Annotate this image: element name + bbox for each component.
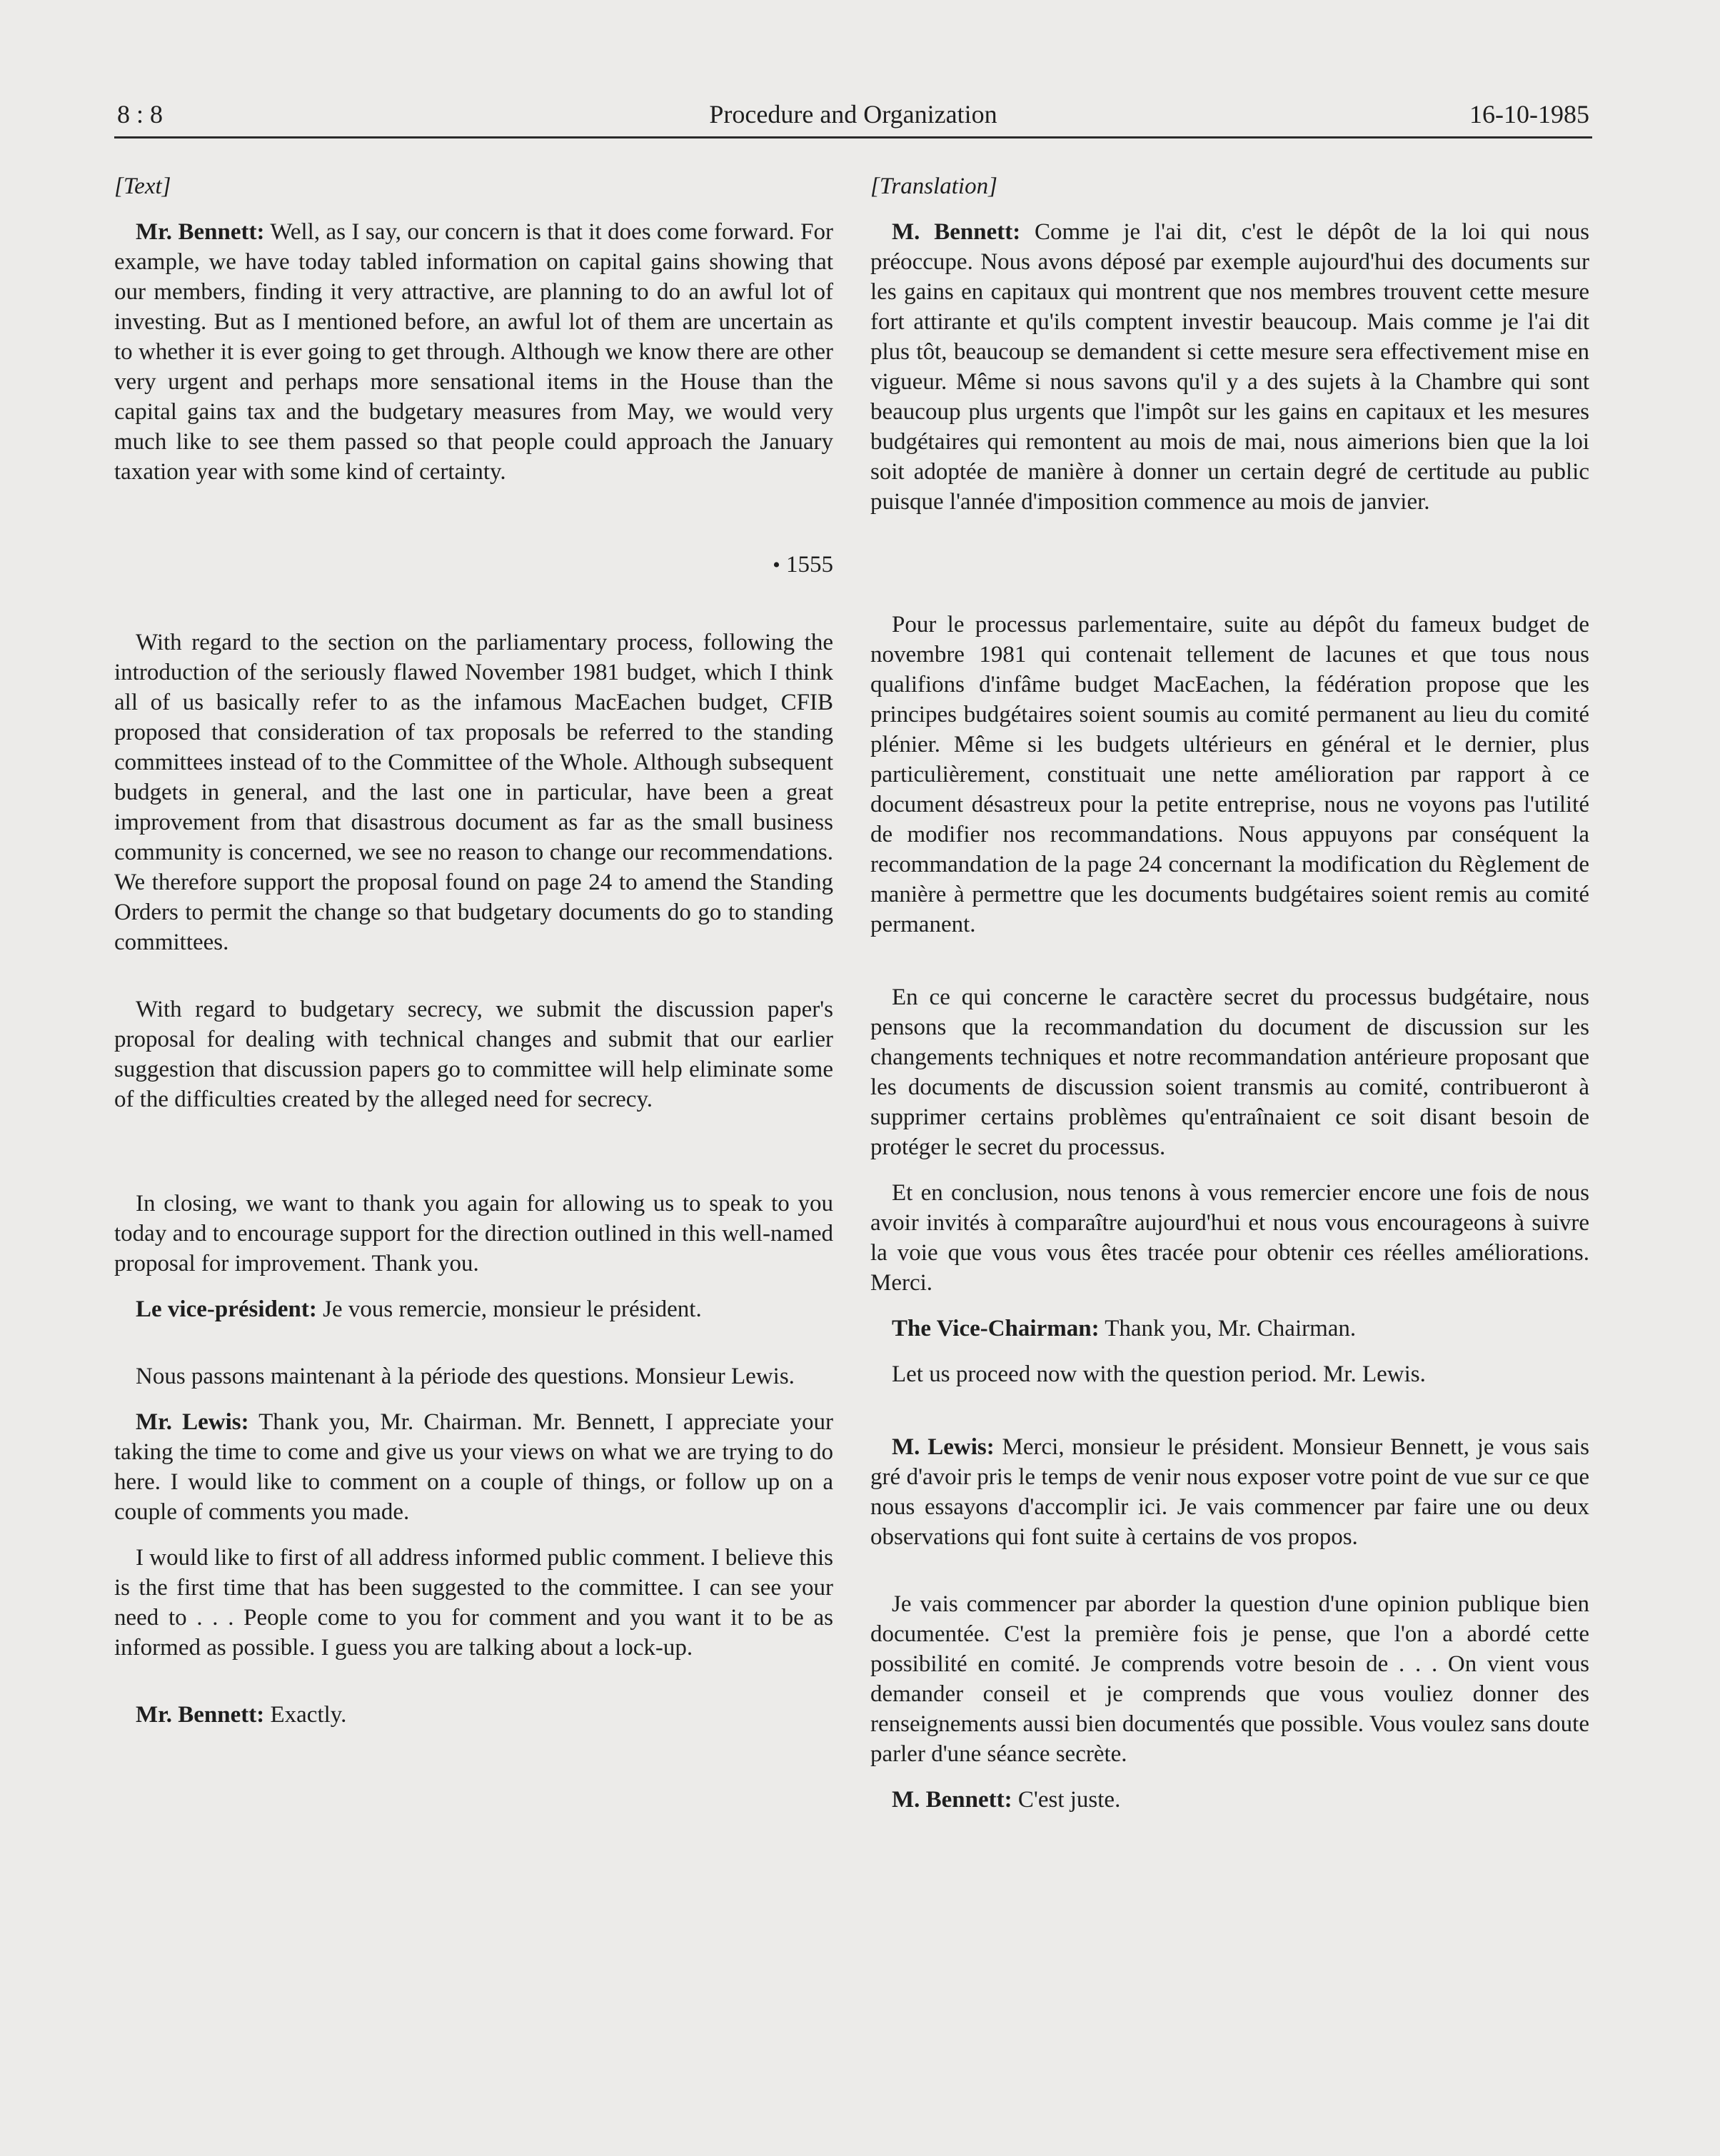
speech-text: Thank you, Mr. Chairman. <box>1099 1316 1357 1341</box>
timestamp-value: 1555 <box>786 552 833 578</box>
paragraph <box>114 1407 833 1527</box>
speech-text: Merci, monsieur le président. Monsieur Bennett, je vous sais gré d'avoir pris le temps de venir nous exposer votre point de vue sur ce que nous essayons d'accomplir ici. Je vais commencer par faire une ou deux observations qui font suite à certains de vos propos. <box>870 1434 1589 1550</box>
speaker-name: Mr. Lewis: <box>136 1409 249 1435</box>
paragraph: Et en conclusion, nous tenons à vous remercier encore une fois de nous avoir invités à comparaître aujourd'hui et nous vous encourageons à suivre la voie que vous vous êtes tracée pour obtenir ces réelles améliorations. Merci. <box>870 1180 1589 1296</box>
speech-text: Comme je l'ai dit, c'est le dépôt de la loi qui nous préoccupe. Nous avons déposé par exemple aujourd'hui des documents sur les gains en capitaux qui montrent que nos membres trouvent cette mesure fort attirante et qu'ils comptent investir beaucoup. Mais comme je l'ai dit plus tôt, beaucoup se demandent si cette mesure sera effectivement mise en vigueur. Même si nous savons qu'il y a des sujets à la Chambre qui sont beaucoup plus urgents que l'impôt sur les gains en capitaux et les mesures budgétaires qui remontent au mois de mai, nous aimerions bien que la loi soit adoptée de manière à donner un certain degré de certitude au public puisque l'année d'imposition commence au mois de janvier. <box>870 219 1589 515</box>
speaker-name: The Vice-Chairman: <box>892 1316 1100 1341</box>
paragraph: Let us proceed now with the question period. Mr. Lewis. <box>892 1361 1426 1387</box>
paragraph: With regard to the section on the parliamentary process, following the introduction of the seriously flawed November 1981 budget, which I think all of us basically refer to as the infamous MacEachen budget, CFIB proposed that consideration of tax proposals be referred to the standing committees instead of to the Committee of the Whole. Although subsequent budgets in general, and the last one in particular, have been a great improvement from that disastrous document as far as the small business community is concerned, we see no reason to change our recommendations. We therefore support the proposal found on page 24 to amend the Standing Orders to permit the change so that budgetary documents do go to standing committees. <box>114 630 833 955</box>
french-column <box>870 171 1589 1815</box>
paragraph <box>114 1700 833 1730</box>
speech-text: Thank you, Mr. Chairman. Mr. Bennett, I appreciate your taking the time to come and give us your views on what we are trying to do here. I would like to comment on a couple of things, or follow up on a couple of comments you made. <box>114 1409 833 1525</box>
speaker-name: M. Bennett: <box>892 219 1021 245</box>
speech-text: Je vous remercie, monsieur le président. <box>316 1296 702 1322</box>
speech-text: C'est juste. <box>1012 1787 1121 1813</box>
bullet-icon: • <box>773 553 780 577</box>
paragraph: In closing, we want to thank you again for allowing us to speak to you today and to encourage support for the direction outlined in this well-named proposal for improvement. Thank you. <box>114 1191 833 1276</box>
paragraph <box>870 1432 1589 1552</box>
english-column <box>114 171 833 1730</box>
speaker-name: Mr. Bennett: <box>136 219 265 245</box>
header-rule <box>114 136 1592 138</box>
paragraph: Nous passons maintenant à la période des questions. Monsieur Lewis. <box>136 1364 795 1389</box>
paragraph <box>114 217 833 487</box>
paragraph <box>114 1294 833 1324</box>
timestamp <box>114 550 833 580</box>
speaker-name: Le vice-président: <box>136 1296 317 1322</box>
paragraph: With regard to budgetary secrecy, we submit the discussion paper's proposal for dealing with technical changes and submit that our earlier suggestion that discussion papers go to committee will help eliminate some of the difficulties created by the alleged need for secrecy. <box>114 997 833 1112</box>
paragraph: En ce qui concerne le caractère secret du processus budgétaire, nous pensons que la recommandation du document de discussion sur les changements techniques et notre recommandation antérieure proposant que les documents de discussion soient transmis au comité, contribueront à supprimer certains problèmes qu'entraînaient ce soit disant besoin de protéger le secret du processus. <box>870 984 1589 1160</box>
paragraph <box>870 1785 1589 1815</box>
paragraph <box>870 1314 1589 1344</box>
column-label-translation: [Translation] <box>870 173 997 199</box>
speaker-name: M. Lewis: <box>892 1434 995 1460</box>
paragraph: Pour le processus parlementaire, suite au dépôt du fameux budget de novembre 1981 qui contenait tellement de lacunes et que tous nous qualifions d'infâme budget MacEachen, la fédération propose que les principes budgétaires soient soumis au comité permanent au lieu du comité plénier. Même si les budgets ultérieurs en général et le dernier, plus particulièrement, constituait une nette amélioration par rapport à ce document désastreux pour la petite entreprise, nous ne voyons pas l'utilité de modifier nos recommandations. Nous appuyons par conséquent la recommandation de la page 24 concernant la modification du Règlement de manière à permettre que les documents budgétaires soient remis au comité permanent. <box>870 612 1589 937</box>
paragraph: I would like to first of all address informed public comment. I believe this is the first time that has been suggested to the committee. I can see your need to . . . People come to you for comment and you want it to be as informed as possible. I guess you are talking about a lock-up. <box>114 1545 833 1661</box>
page-number: 8 : 8 <box>117 100 164 129</box>
publication-title: Procedure and Organization <box>709 100 997 129</box>
speech-text: Exactly. <box>264 1702 347 1728</box>
page-header <box>114 99 1592 136</box>
speaker-name: Mr. Bennett: <box>136 1702 265 1728</box>
speech-text: Well, as I say, our concern is that it does come forward. For example, we have today tabled information on capital gains showing that our members, finding it very attractive, are planning to do an awful lot of investing. But as I mentioned before, an awful lot of them are uncertain as to whether it is ever going to get through. Although we know there are other very urgent and perhaps more sensational items in the House than the capital gains tax and the budgetary measures from May, we would very much like to see them passed so that people could approach the January taxation year with some kind of certainty. <box>114 219 833 485</box>
paragraph <box>870 217 1589 517</box>
paragraph: Je vais commencer par aborder la question d'une opinion publique bien documentée. C'est la première fois je pense, que l'on a abordé cette possibilité en comité. Je comprends votre besoin de . . . On vient vous demander conseil et je comprends que vous vouliez donner des renseignements aussi bien documentés que possible. Vous voulez sans doute parler d'une séance secrète. <box>870 1591 1589 1767</box>
speaker-name: M. Bennett: <box>892 1787 1012 1813</box>
column-label-text: [Text] <box>114 173 171 199</box>
page-date: 16-10-1985 <box>1469 100 1589 129</box>
